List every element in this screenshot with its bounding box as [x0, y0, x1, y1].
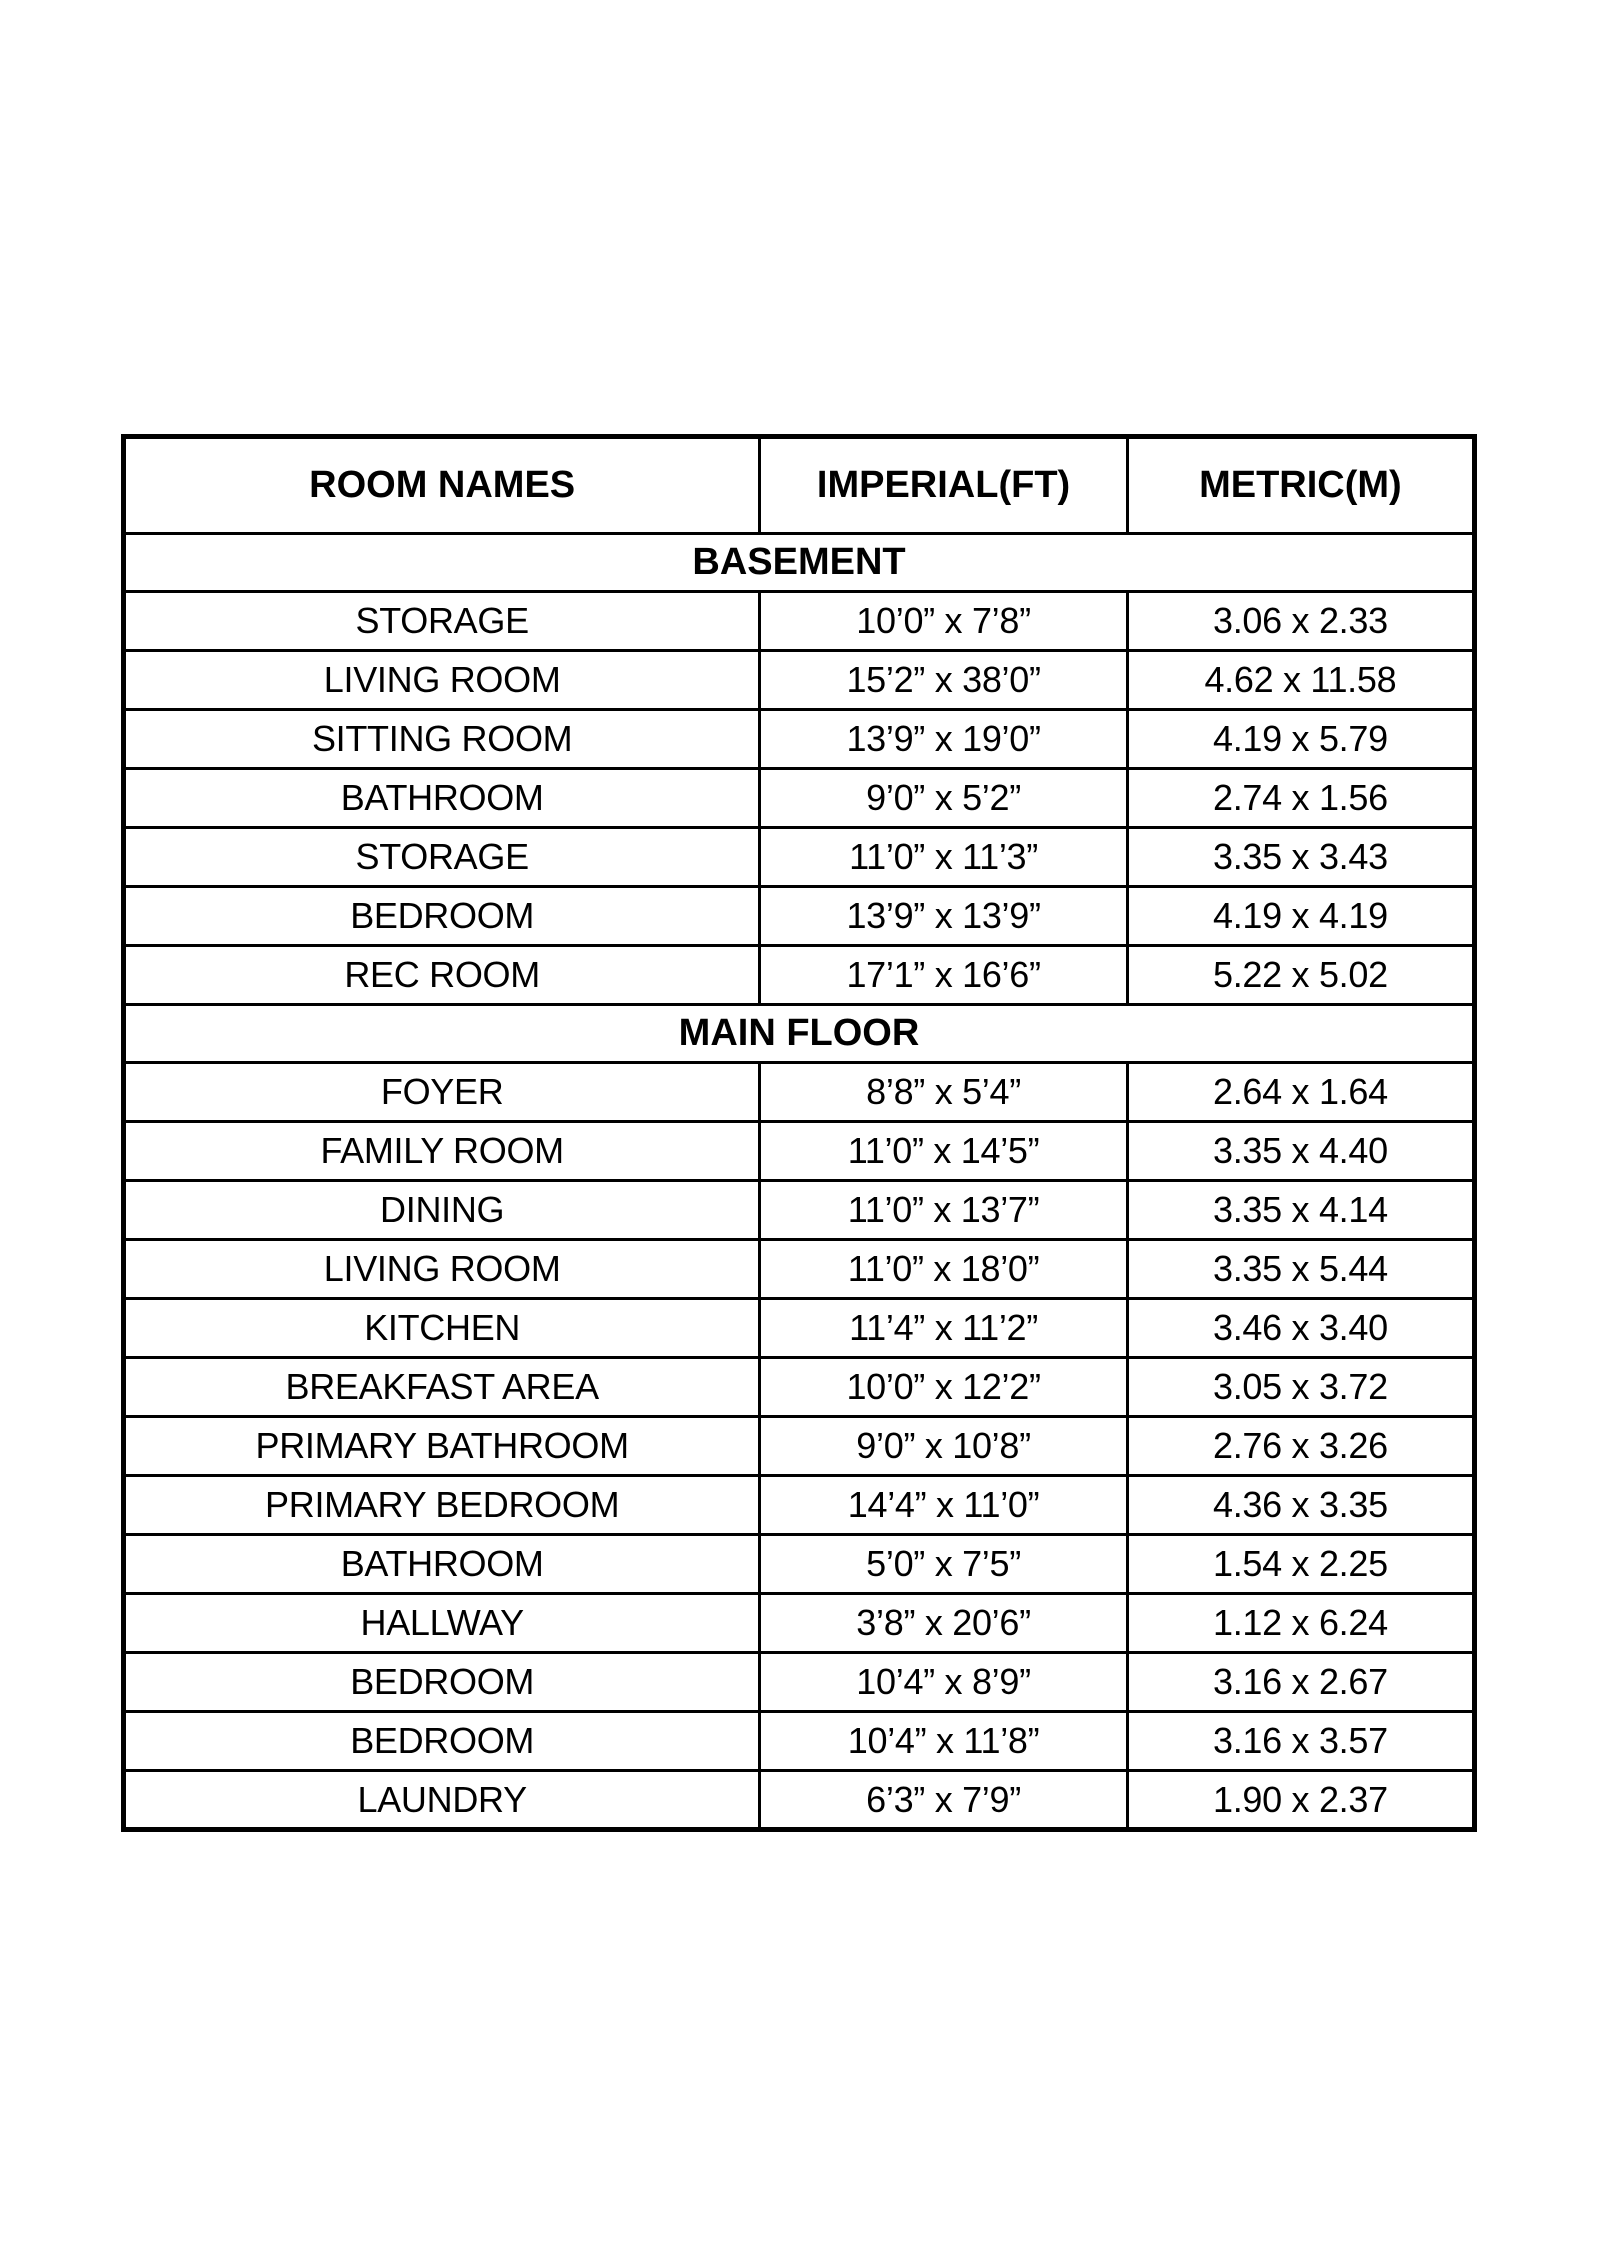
table-row	[124, 1712, 1475, 1771]
room-name-cell: HALLWAY	[124, 1594, 760, 1653]
table-row	[124, 946, 1475, 1005]
room-name-cell: BEDROOM	[124, 1712, 760, 1771]
metric-dimensions-cell: 3.16 x 2.67	[1127, 1653, 1474, 1712]
imperial-dimensions-cell: 14’4” x 11’0”	[760, 1476, 1127, 1535]
table-row	[124, 1063, 1475, 1122]
section-title: BASEMENT	[124, 534, 1475, 592]
room-name-cell: KITCHEN	[124, 1299, 760, 1358]
table-row	[124, 1358, 1475, 1417]
section-header-row	[124, 534, 1475, 592]
table-row	[124, 592, 1475, 651]
section-title: MAIN FLOOR	[124, 1005, 1475, 1063]
metric-dimensions-cell: 3.35 x 3.43	[1127, 828, 1474, 887]
room-name-cell: STORAGE	[124, 592, 760, 651]
metric-dimensions-cell: 5.22 x 5.02	[1127, 946, 1474, 1005]
imperial-dimensions-cell: 11’0” x 14’5”	[760, 1122, 1127, 1181]
metric-dimensions-cell: 3.16 x 3.57	[1127, 1712, 1474, 1771]
metric-dimensions-cell: 4.19 x 4.19	[1127, 887, 1474, 946]
metric-dimensions-cell: 1.12 x 6.24	[1127, 1594, 1474, 1653]
table-row	[124, 710, 1475, 769]
col-header-metric: METRIC(M)	[1127, 437, 1474, 534]
metric-dimensions-cell: 2.76 x 3.26	[1127, 1417, 1474, 1476]
table-row	[124, 1653, 1475, 1712]
room-name-cell: BEDROOM	[124, 1653, 760, 1712]
imperial-dimensions-cell: 5’0” x 7’5”	[760, 1535, 1127, 1594]
imperial-dimensions-cell: 9’0” x 5’2”	[760, 769, 1127, 828]
table-body	[124, 534, 1475, 1830]
table-row	[124, 1122, 1475, 1181]
imperial-dimensions-cell: 13’9” x 13’9”	[760, 887, 1127, 946]
metric-dimensions-cell: 3.35 x 4.14	[1127, 1181, 1474, 1240]
imperial-dimensions-cell: 11’0” x 11’3”	[760, 828, 1127, 887]
room-name-cell: FAMILY ROOM	[124, 1122, 760, 1181]
imperial-dimensions-cell: 3’8” x 20’6”	[760, 1594, 1127, 1653]
room-name-cell: LAUNDRY	[124, 1771, 760, 1830]
room-name-cell: PRIMARY BEDROOM	[124, 1476, 760, 1535]
table-row	[124, 1417, 1475, 1476]
metric-dimensions-cell: 4.62 x 11.58	[1127, 651, 1474, 710]
metric-dimensions-cell: 3.35 x 4.40	[1127, 1122, 1474, 1181]
room-name-cell: LIVING ROOM	[124, 651, 760, 710]
section-header-row	[124, 1005, 1475, 1063]
imperial-dimensions-cell: 8’8” x 5’4”	[760, 1063, 1127, 1122]
room-name-cell: SITTING ROOM	[124, 710, 760, 769]
imperial-dimensions-cell: 9’0” x 10’8”	[760, 1417, 1127, 1476]
table-row	[124, 651, 1475, 710]
room-name-cell: PRIMARY BATHROOM	[124, 1417, 760, 1476]
table-row	[124, 769, 1475, 828]
room-name-cell: REC ROOM	[124, 946, 760, 1005]
room-name-cell: BREAKFAST AREA	[124, 1358, 760, 1417]
room-name-cell: BEDROOM	[124, 887, 760, 946]
imperial-dimensions-cell: 10’0” x 12’2”	[760, 1358, 1127, 1417]
metric-dimensions-cell: 3.35 x 5.44	[1127, 1240, 1474, 1299]
table-row	[124, 887, 1475, 946]
metric-dimensions-cell: 3.05 x 3.72	[1127, 1358, 1474, 1417]
table-row	[124, 1594, 1475, 1653]
imperial-dimensions-cell: 13’9” x 19’0”	[760, 710, 1127, 769]
table-row	[124, 1299, 1475, 1358]
metric-dimensions-cell: 2.64 x 1.64	[1127, 1063, 1474, 1122]
room-name-cell: FOYER	[124, 1063, 760, 1122]
imperial-dimensions-cell: 11’4” x 11’2”	[760, 1299, 1127, 1358]
imperial-dimensions-cell: 11’0” x 13’7”	[760, 1181, 1127, 1240]
imperial-dimensions-cell: 6’3” x 7’9”	[760, 1771, 1127, 1830]
table-row	[124, 828, 1475, 887]
table-row	[124, 1181, 1475, 1240]
metric-dimensions-cell: 2.74 x 1.56	[1127, 769, 1474, 828]
table-row	[124, 1535, 1475, 1594]
table-row	[124, 1240, 1475, 1299]
metric-dimensions-cell: 3.46 x 3.40	[1127, 1299, 1474, 1358]
table-row	[124, 1771, 1475, 1830]
metric-dimensions-cell: 1.54 x 2.25	[1127, 1535, 1474, 1594]
imperial-dimensions-cell: 10’4” x 8’9”	[760, 1653, 1127, 1712]
col-header-room-names: ROOM NAMES	[124, 437, 760, 534]
room-name-cell: LIVING ROOM	[124, 1240, 760, 1299]
metric-dimensions-cell: 4.19 x 5.79	[1127, 710, 1474, 769]
imperial-dimensions-cell: 10’0” x 7’8”	[760, 592, 1127, 651]
metric-dimensions-cell: 1.90 x 2.37	[1127, 1771, 1474, 1830]
header-row	[124, 437, 1475, 534]
imperial-dimensions-cell: 17’1” x 16’6”	[760, 946, 1127, 1005]
room-name-cell: STORAGE	[124, 828, 760, 887]
metric-dimensions-cell: 4.36 x 3.35	[1127, 1476, 1474, 1535]
imperial-dimensions-cell: 11’0” x 18’0”	[760, 1240, 1127, 1299]
col-header-imperial: IMPERIAL(FT)	[760, 437, 1127, 534]
room-name-cell: BATHROOM	[124, 769, 760, 828]
table-row	[124, 1476, 1475, 1535]
room-name-cell: BATHROOM	[124, 1535, 760, 1594]
metric-dimensions-cell: 3.06 x 2.33	[1127, 592, 1474, 651]
imperial-dimensions-cell: 15’2” x 38’0”	[760, 651, 1127, 710]
imperial-dimensions-cell: 10’4” x 11’8”	[760, 1712, 1127, 1771]
room-name-cell: DINING	[124, 1181, 760, 1240]
room-dimensions-table	[121, 434, 1477, 1832]
